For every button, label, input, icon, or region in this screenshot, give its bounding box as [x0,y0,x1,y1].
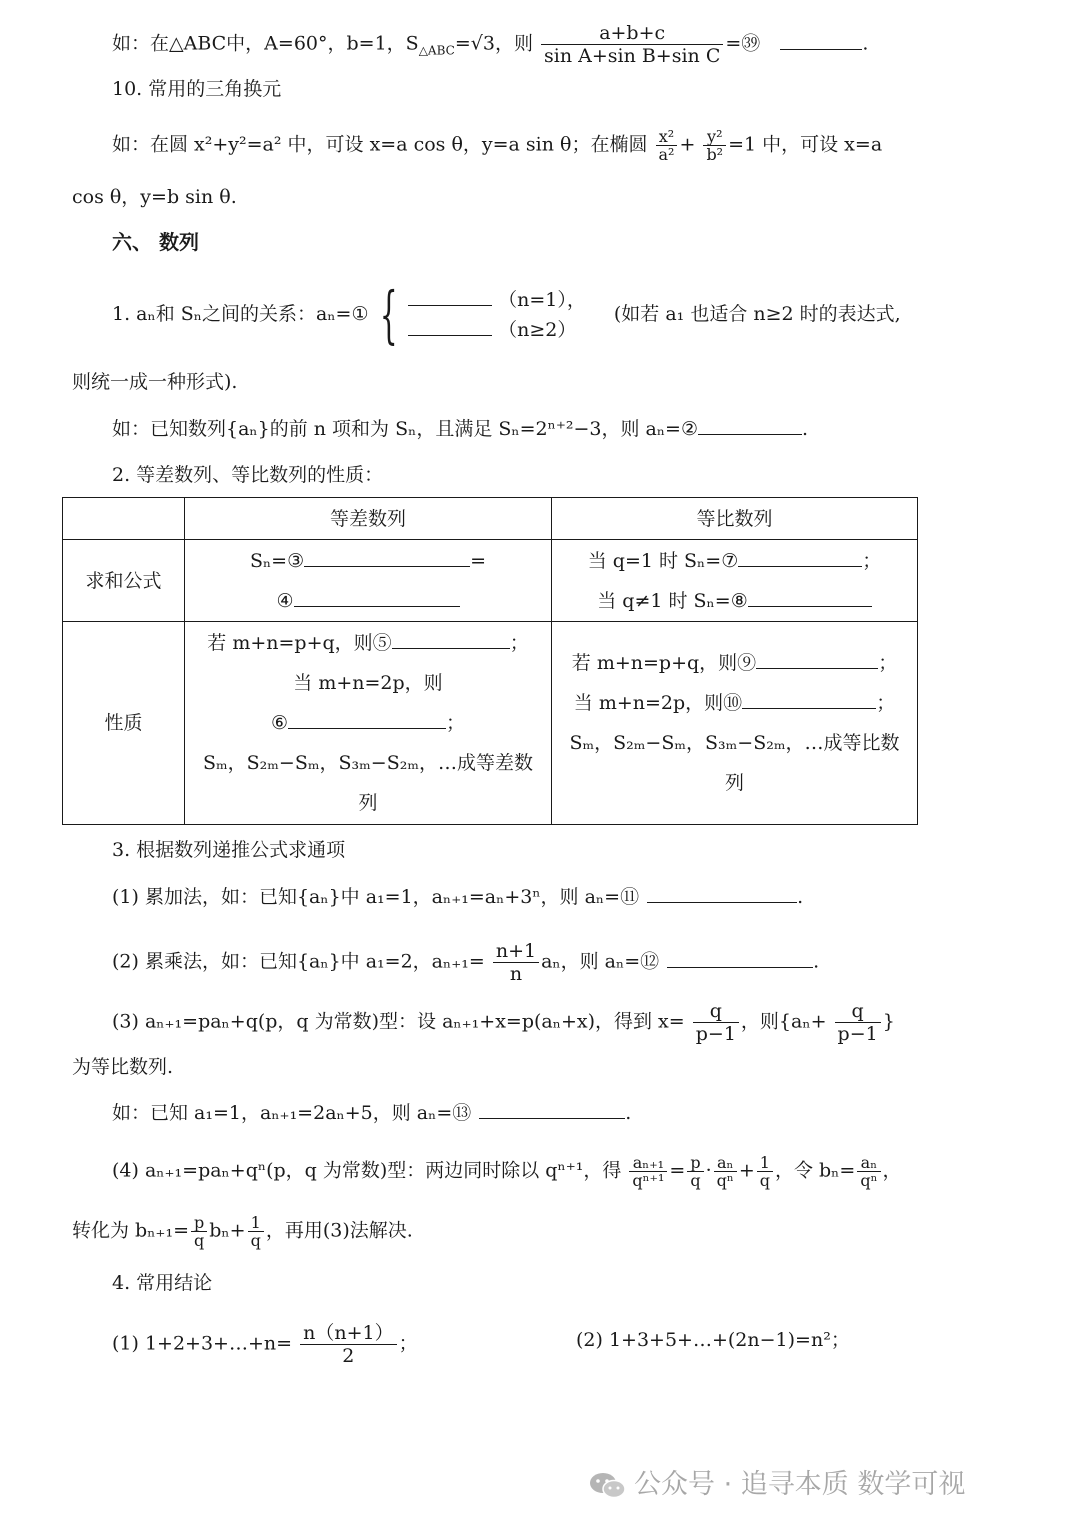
m4-end: ， [882,1159,902,1182]
prop-geo-line3: Sₘ，S₂ₘ−Sₘ，S₃ₘ−S₂ₘ，…成等比数 [569,732,900,754]
prop-arith-line1 [191,623,545,663]
m4-line2-mid: bₙ+ [209,1219,246,1242]
m4-eq: = [669,1159,686,1182]
wechat-icon [588,1471,628,1501]
m4-f2-num: p [687,1154,703,1172]
sum-arith-label1: Sₙ=③ [249,549,305,572]
answer-blank-4[interactable] [294,588,460,607]
m4-line2-frac2 [248,1214,264,1249]
col-header-geometric: 等比数列 [552,498,918,540]
c1-den: 2 [342,1345,355,1367]
prop-arith-line2: 当 m+n=2p，则 [293,672,443,694]
item3-method4-line2 [72,1214,413,1249]
prop-arithmetic-cell [185,622,552,825]
table-header-row [63,498,918,540]
prop-geo-text1: 若 m+n=p+q，则⑨ [571,652,757,674]
m4-f3-num: aₙ [714,1154,737,1172]
method4-frac3 [714,1154,737,1189]
sum-arith-eq: = [470,549,487,572]
item4-conclusion1 [112,1322,418,1367]
item1-case1-label: （n=1）， [498,289,586,311]
prop-arith-line3 [191,703,545,743]
prop-arith-end1: ； [509,632,529,654]
prop-arith-end3: ； [446,712,466,734]
m4-f1-den: qⁿ⁺¹ [632,1171,665,1190]
sec10-example [112,128,882,163]
prop-arith-text3: ⑥ [270,712,289,734]
c1-num: n（n+1） [300,1322,396,1345]
watermark [588,1462,965,1501]
m4-line2-f1-den: q [194,1231,205,1250]
method2-frac-den: n [509,963,523,985]
item3-method2-suffix: aₙ，则 aₙ=⑫ [541,950,660,973]
triangle-example-suffix: =㊴ [725,32,761,55]
m4-line2-f2-den: q [250,1231,261,1250]
item3-method3-prefix: (3) aₙ₊₁=paₙ+q(p，q 为常数)型：设 aₙ₊₁+x=p(aₙ+x)，得到 x= [112,1010,685,1033]
item1-note: (如若 a₁ 也适合 n≥2 时的表达式, [613,303,901,325]
sum-arith-line1 [191,541,545,581]
ellipse-y-fraction [703,128,726,163]
item4-conclusion2: (2) 1+3+5+…+(2n−1)=n²； [576,1329,850,1351]
sec10-example-part1: 如：在圆 x²+y²=a² 中，可设 x=a cos θ，y=a sin θ；在椭圆 [112,133,648,156]
method2-fraction [493,940,539,985]
prop-arith-line5: 列 [358,792,378,814]
item1-example-text: 如：已知数列{aₙ}的前 n 项和为 Sₙ，且满足 Sₙ=2ⁿ⁺²−3，则 aₙ=② [112,418,699,440]
method2-frac-num: n+1 [493,940,539,963]
m4-line2-prefix: 转化为 bₙ₊₁= [72,1219,189,1242]
triangle-fraction-numerator: a+b+c [541,22,723,45]
m4-plus: + [738,1159,755,1182]
sequence-properties-table [62,497,918,825]
item3-method4-prefix: (4) aₙ₊₁=paₙ+qⁿ(p，q 为常数)型：两边同时除以 qⁿ⁺¹，得 [112,1159,622,1182]
answer-blank-1b[interactable] [408,317,492,336]
method3-brace-term: aₙ+ [791,1010,827,1033]
method3-brace-fraction [835,1000,881,1045]
answer-blank-1a[interactable] [408,287,492,306]
table-row-properties [63,622,918,825]
item1-relation [112,278,901,351]
m4-f4-den: q [759,1171,770,1190]
triangle-example-prefix: 如：在△ABC中，A=60°，b=1，S [112,32,419,55]
method3-frac-den: p−1 [695,1023,736,1045]
sum-geo-label2: 当 q≠1 时 Sₙ=⑧ [597,589,748,612]
item3-method2: (2) 累乘法，如：已知{aₙ}中 a₁=2，aₙ₊₁= $\frac{n+1}{n}$ aₙ，则 aₙ=⑫ . [112,940,820,985]
sec10-title: 10. 常用的三角换元 [112,78,282,100]
answer-blank-39[interactable] [780,31,862,50]
section-six-heading: 六、 数列 [112,230,199,254]
table-row-sum [63,540,918,622]
answer-blank-8[interactable] [748,588,872,607]
method3-brace-den: p−1 [837,1023,878,1045]
item1-note2: 则统一成一种形式). [72,371,238,393]
item1-prefix: 1. aₙ和 Sₙ之间的关系：aₙ=① [112,303,369,325]
m4-line2-f1-num: p [191,1214,207,1232]
row-header-sum: 求和公式 [63,540,185,622]
prop-geometric-cell [552,622,918,825]
col-header-arithmetic: 等差数列 [185,498,552,540]
answer-blank-10[interactable] [742,690,876,709]
m4-line2-frac1 [191,1214,207,1249]
triangle-fraction [541,22,723,67]
c1-fraction [300,1322,396,1367]
item3-method3-example: 如：已知 a₁=1，aₙ₊₁=2aₙ+5，则 aₙ=⑬ . [112,1102,632,1124]
triangle-example: 如：在△ABC中，A=60°，b=1，$S_{\triangle ABC}=√3$，则 $\frac{a+b+c}{\text{sin A+sin B+sin C}}$ =㊴ . [112,22,869,67]
sum-arith-label2: ④ [276,589,294,612]
method4-frac2 [687,1154,703,1189]
sum-geo-line2 [558,581,911,621]
item3-method2-prefix: (2) 累乘法，如：已知{aₙ}中 a₁=2，aₙ₊₁= [112,950,485,973]
method4-frac1 [629,1154,667,1189]
item3-method1: (1) 累加法，如：已知{aₙ}中 a₁=1，aₙ₊₁=aₙ+3ⁿ，则 aₙ=⑪ . [112,886,804,908]
item3-method3-example-text: 如：已知 a₁=1，aₙ₊₁=2aₙ+5，则 aₙ=⑬ [112,1102,472,1124]
answer-blank-2[interactable] [698,416,802,435]
m4-f3-den: qⁿ [716,1171,734,1190]
watermark-text: 公众号 · 追寻本质 数学可视 [634,1469,966,1500]
answer-blank-9[interactable] [756,650,878,669]
m4-line2-suffix: ，再用(3)法解决. [265,1219,413,1242]
sec10-example-part2: =1 中，可设 x=a [728,133,883,156]
left-brace: { [379,278,398,351]
prop-geo-text2: 当 m+n=2p，则⑩ [573,692,743,714]
m4-f5-den: qⁿ [860,1171,878,1190]
sum-geo-label1: 当 q=1 时 Sₙ=⑦ [587,549,739,572]
answer-blank-12[interactable] [667,949,813,968]
item3-method3-line2: 为等比数列. [72,1056,174,1078]
ellipse-y-num: y² [703,128,726,146]
triangle-fraction-denominator: sin A+sin B+sin C [544,45,721,67]
row-header-properties: 性质 [63,622,185,825]
m4-f2-den: q [690,1171,701,1190]
m4-let: ，令 bₙ= [774,1159,856,1182]
item1-cases [408,285,586,345]
item3-method3-mid: ，则 [740,1010,779,1033]
prop-geo-line2 [558,683,911,723]
item3-method3: (3) aₙ₊₁=paₙ+q(p，q 为常数)型：设 aₙ₊₁+x=p(aₙ+x)，得到 x= $\frac{q}{p-1}$ ，则{aₙ+ $\frac{q}{p-1}$ } [112,1000,895,1045]
answer-blank-3[interactable] [304,548,470,567]
ellipse-x-fraction [656,128,678,163]
prop-geo-end2: ； [876,692,896,714]
item2-title: 2. 等差数列、等比数列的性质： [112,464,384,486]
item1-case1 [408,285,586,315]
answer-blank-7[interactable] [738,548,862,567]
prop-geo-end1: ； [878,652,898,674]
ellipse-plus: + [679,133,696,156]
c1-end: ； [398,1332,418,1355]
m4-line2-f2-num: 1 [248,1214,264,1232]
triangle-example-mid: =√3，则 [454,32,533,55]
item1-case2 [408,315,586,345]
method4-frac5 [857,1154,880,1189]
item3-title: 3. 根据数列递推公式求通项 [112,839,346,861]
answer-blank-13[interactable] [479,1100,625,1119]
prop-arith-text1: 若 m+n=p+q，则⑤ [207,632,392,654]
method3-brace-num: q [835,1000,881,1023]
ellipse-y-den: b² [706,145,724,164]
sec10-example-line2: cos θ，y=b sin θ. [72,186,237,208]
c1-prefix: (1) 1+2+3+…+n= [112,1332,293,1355]
m4-dot: · [705,1159,712,1182]
m4-f1-num: aₙ₊₁ [629,1154,667,1172]
ellipse-x-den: a² [658,145,675,164]
item4-title: 4. 常用结论 [112,1272,213,1294]
item1-example: 如：已知数列{aₙ}的前 n 项和为 Sₙ，且满足 Sₙ=2ⁿ⁺²−3，则 aₙ=② . [112,418,809,440]
sum-geo-line1 [558,541,911,581]
prop-geo-line1 [558,643,911,683]
triangle-area-subscript: △ABC [418,43,455,58]
method4-frac4 [757,1154,773,1189]
item3-method1-text: (1) 累加法，如：已知{aₙ}中 a₁=1，aₙ₊₁=aₙ+3ⁿ，则 aₙ=⑪ [112,886,640,908]
table-corner-cell [63,498,185,540]
sum-geometric-cell [552,540,918,622]
method3-frac-num: q [693,1000,739,1023]
prop-geo-line4: 列 [724,772,744,794]
sum-arithmetic-cell [185,540,552,622]
ellipse-x-num: x² [656,128,678,146]
item1-case2-label: （n≥2） [498,319,577,341]
m4-f5-num: aₙ [857,1154,880,1172]
sum-geo-end1: ； [862,549,882,572]
answer-blank-11[interactable] [647,884,797,903]
answer-blank-6[interactable] [288,710,446,729]
prop-arith-line4: Sₘ，S₂ₘ−Sₘ，S₃ₘ−S₂ₘ，…成等差数 [202,752,534,774]
sum-arith-line2 [191,581,545,621]
m4-f4-num: 1 [757,1154,773,1172]
method3-fraction [693,1000,739,1045]
item3-method4 [112,1154,902,1189]
answer-blank-5[interactable] [392,630,510,649]
